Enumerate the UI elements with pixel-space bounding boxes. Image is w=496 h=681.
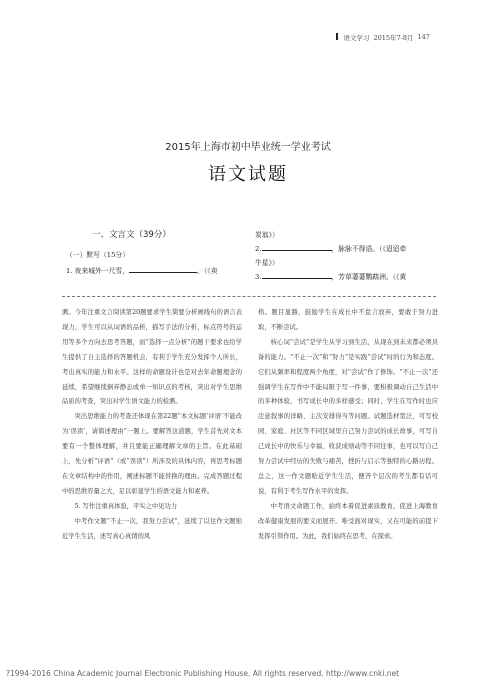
question-2-prefix: 2. (255, 245, 262, 253)
exam-title: 语文试题 (208, 164, 288, 185)
question-3-suffix: ，芳草萋萋鹦鹉洲。（《黄 (331, 273, 407, 281)
article-paragraph: 中考语文命题工作，始终本着促进素质教育，促进上海教育改革健康发展的要义而展开。唯受面对现实，又在可能的前提下发挥引领作用。为此，我们始终在思考，在探索。 (258, 502, 438, 540)
section-heading: 一、文言文（39分） (92, 230, 171, 240)
page-header (336, 33, 430, 42)
article-column-right (258, 306, 438, 545)
article-subheading: 5. 写作注重真体验，平实之中见功力 (74, 502, 178, 510)
question-2 (255, 242, 435, 256)
question-2-continued: 牛星》） (255, 259, 279, 267)
exam-subtitle: 2015年上海市初中毕业统一学业考试 (165, 142, 331, 153)
copyright-footer: ?1994-2016 China Academic Journal Electronic Publishing House. All rights reserved. http://www.cnki.net (6, 669, 400, 678)
answer-blank-3 (262, 271, 332, 279)
article-paragraph: 突出思维能力的考查还体现在第22题“本文标题‘评语’不能改为‘误读’，请简述理由”一题上。要解答这道题，学生首先对文本要有一个整体理解，并且要能正确理解文章的主旨。在此基础上，先分析“评语”（或“误读”）所涉及的具体内容，再思考标题在文章结构中的作用，阐述标题不能替换的理由。完成答题过程中的思维容量之大，足以彰显学生的语文能力和素养。 (62, 413, 242, 495)
issue-date: 2015年7-8月 (373, 34, 414, 42)
article-paragraph: 中考作文题“不止一次，我努力尝试”，延续了以往作文题贴近学生生活，述写真心真情的风 (62, 517, 242, 540)
questions-left (66, 228, 256, 281)
question-1-prefix: 1. 夜来城外一尺雪， (66, 267, 130, 275)
questions-right (255, 228, 435, 284)
question-1-suffix: 。（《卖 (197, 267, 218, 275)
journal-name: 语文学习 (343, 34, 370, 42)
answer-blank-2 (262, 243, 332, 251)
question-3 (255, 270, 435, 284)
article-column-left (62, 306, 242, 545)
subsection-heading: （一）默写（15分） (66, 251, 130, 259)
article-paragraph: 格。题目显豁，鼓励学生在成长中不怠言放弃，要敢于努力进取，不断尝试。 (258, 309, 438, 331)
article-paragraph: 核心词“尝试”是学生从学习到生活，从现在到未来都必须具备的能力。“不止一次”和“努力”是实践“尝试”时的行为和态度。它们从频率和程度两个角度，对“尝试”作了修饰。“不止一次”还强调学生在写作中不能局限于写一件事，要积极调动自己生活中的多种体验，书写成长中的多样感受；同时，学生在写作时也应注意叙事的详略、主次安排得当等问题。试题选材宽泛，可写校园、家庭、社区等不同区域里自己努力尝试的成长故事，可写自己成长中的快乐与幸福、收获成绩动等不同往事，也可以写自己努力尝试中经历的失败与痛苦，挫折与启示等独特的心路历程。总之，这一作文题贴近学生生活，便齐个层次的考生都有话可说，有利于考生写作水平的发挥。 (258, 338, 438, 495)
answer-blank-1 (129, 265, 197, 273)
question-3-prefix: 3. (255, 273, 262, 281)
question-1 (66, 265, 256, 275)
article-paragraph: 测。今年注重文言阅读第20题要求学生简要分析画线句的语言表现力，学生可以从词语的品析，描写手法的分析，标点符号的运用等多个方向去思考答题，而“选择一点分析”的题干要求也给学生提供了自主选择的答题机会，有利于学生充分发挥个人所长，考出真实的能力和水平。这样的命题设计也是对去年命题理念的延续，希望继续倒弃静态或单一知识点的考核，突出对学生思维品质的考查，突出对学生语文能力的检测。 (62, 309, 242, 406)
section-divider (62, 296, 436, 297)
header-bar-icon (336, 33, 338, 40)
page-number: 147 (417, 33, 430, 41)
question-1-continued: 炭翁》） (255, 231, 279, 239)
question-2-suffix: ，脉脉不得语。（《迢迢牵 (331, 245, 407, 253)
